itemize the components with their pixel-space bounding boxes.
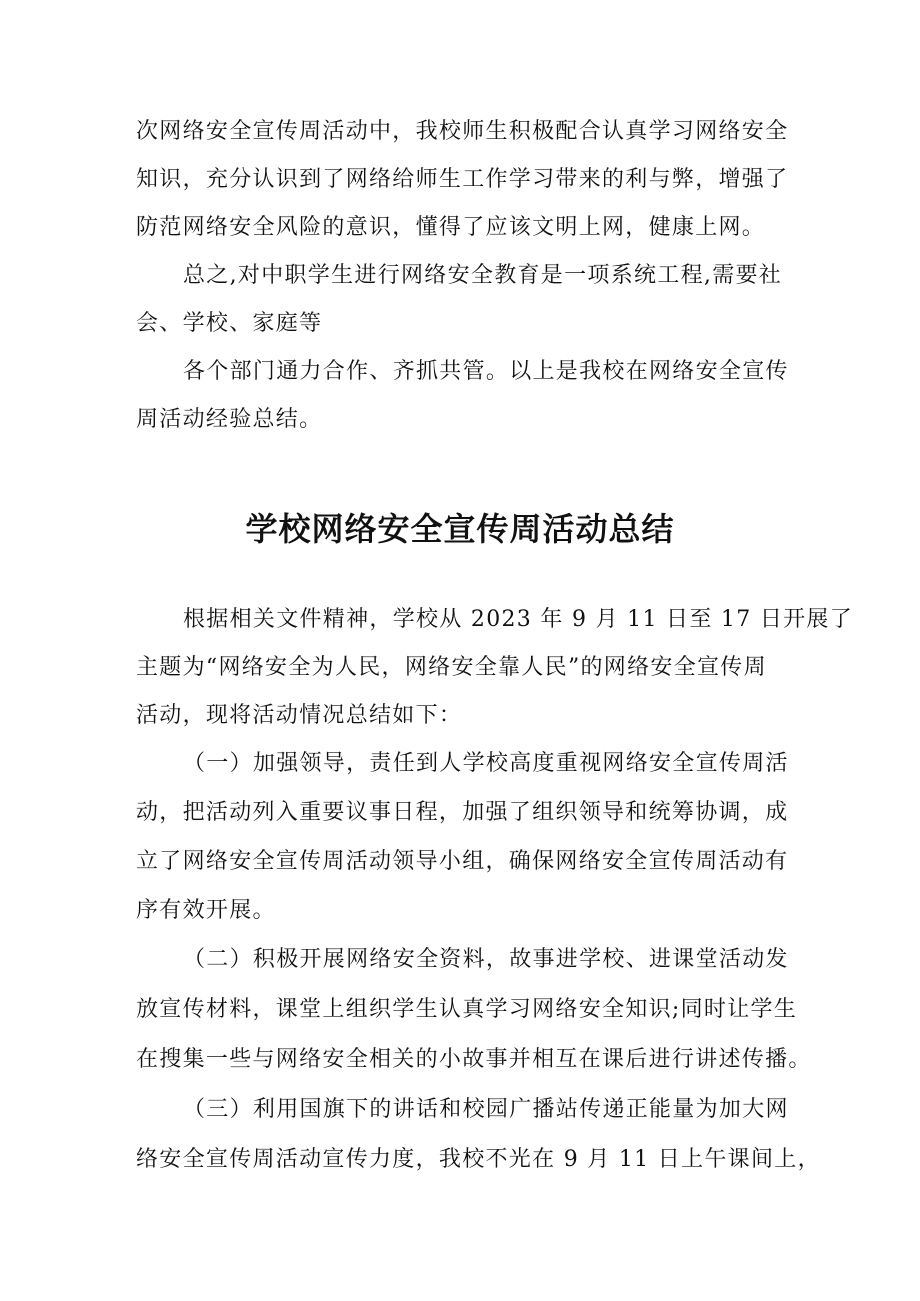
paragraph-line: 络安全宣传周活动宣传力度，我校不光在 9 月 11 日上午课间上， bbox=[136, 1147, 821, 1172]
paragraph-line: 各个部门通力合作、齐抓共管。以上是我校在网络安全宣传 bbox=[183, 359, 789, 384]
paragraph-line: 次网络安全宣传周活动中，我校师生积极配合认真学习网络安全 bbox=[136, 119, 789, 144]
paragraph-line: 放宣传材料，课堂上组织学生认真学习网络安全知识;同时让学生 bbox=[136, 997, 798, 1022]
paragraph-line: 立了网络安全宣传周活动领导小组，确保网络安全宣传周活动有 bbox=[136, 849, 789, 874]
paragraph-line: 根据相关文件精神，学校从 2023 年 9 月 11 日至 17 日开展了 bbox=[183, 607, 854, 632]
paragraph-line: （三）利用国旗下的讲话和校园广播站传递正能量为加大网 bbox=[183, 1097, 789, 1122]
paragraph-line: 动，把活动列入重要议事日程，加强了组织领导和统筹协调，成 bbox=[136, 800, 789, 825]
paragraph-line: 活动，现将活动情况总结如下： bbox=[136, 703, 463, 728]
paragraph-line: （二）积极开展网络安全资料，故事进学校、进课堂活动发 bbox=[183, 947, 789, 972]
paragraph-line: 知识，充分认识到了网络给师生工作学习带来的利与弊，增强了 bbox=[136, 167, 789, 192]
paragraph-line: 防范网络安全风险的意识，懂得了应该文明上网，健康上网。 bbox=[136, 215, 766, 240]
paragraph-line: 在搜集一些与网络安全相关的小故事并相互在课后进行讲述传播。 bbox=[136, 1047, 812, 1072]
paragraph-line: 会、学校、家庭等 bbox=[136, 311, 323, 336]
paragraph-line: 序有效开展。 bbox=[136, 898, 276, 923]
paragraph-line: （一）加强领导，责任到人学校高度重视网络安全宣传周活 bbox=[183, 751, 789, 776]
paragraph-line: 总之,对中职学生进行网络安全教育是一项系统工程,需要社 bbox=[183, 263, 783, 288]
paragraph-line: 周活动经验总结。 bbox=[136, 407, 323, 432]
document-title: 学校网络安全宣传周活动总结 bbox=[245, 510, 675, 548]
paragraph-line: 主题为“网络安全为人民，网络安全靠人民”的网络安全宣传周 bbox=[136, 655, 767, 680]
